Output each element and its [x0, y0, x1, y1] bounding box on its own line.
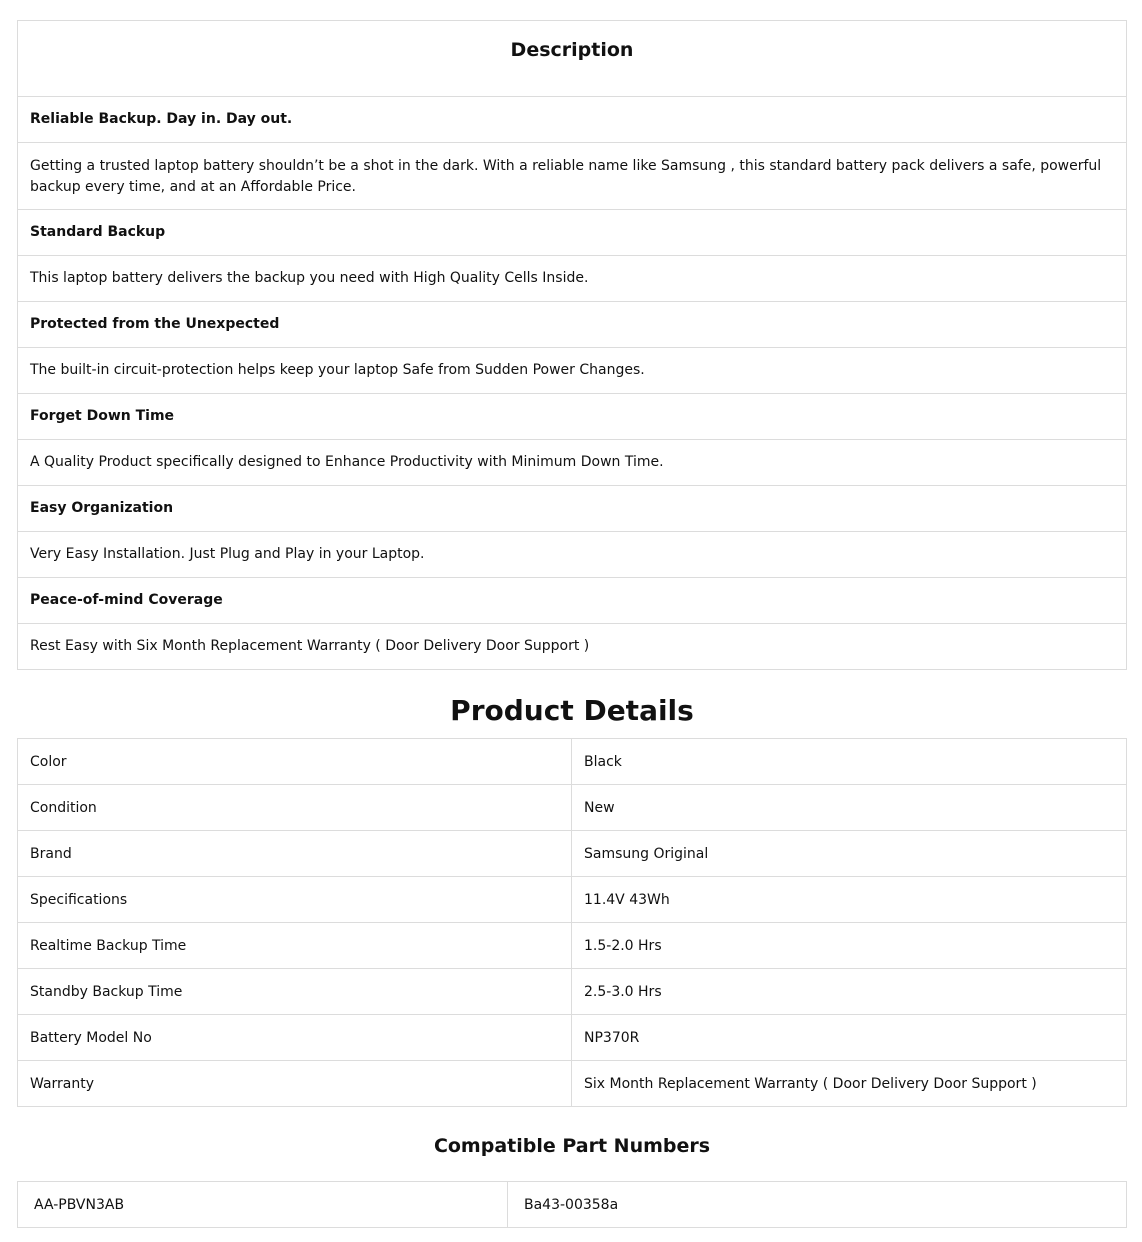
- table-row: [18, 923, 1127, 969]
- detail-value: Black: [572, 739, 1127, 785]
- detail-key: Specifications: [18, 877, 572, 923]
- feature-text-easy-organization: Very Easy Installation. Just Plug and Play in your Laptop.: [18, 532, 1127, 578]
- detail-value: 11.4V 43Wh: [572, 877, 1127, 923]
- table-row: [18, 877, 1127, 923]
- detail-key: Standby Backup Time: [18, 969, 572, 1015]
- detail-key: Brand: [18, 831, 572, 877]
- feature-text-down-time: A Quality Product specifically designed to Enhance Productivity with Minimum Down Time.: [18, 440, 1127, 486]
- detail-value: 2.5-3.0 Hrs: [572, 969, 1127, 1015]
- feature-heading-standard-backup: Standard Backup: [18, 210, 1127, 256]
- detail-value: Samsung Original: [572, 831, 1127, 877]
- part-number: AA-PBVN3AB: [18, 1182, 508, 1228]
- table-row: [18, 739, 1127, 785]
- table-row: [18, 831, 1127, 877]
- description-title: Description: [18, 21, 1127, 97]
- feature-heading-coverage: Peace-of-mind Coverage: [18, 578, 1127, 624]
- feature-heading-protected: Protected from the Unexpected: [18, 302, 1127, 348]
- table-row: [18, 1015, 1127, 1061]
- detail-key: Warranty: [18, 1061, 572, 1107]
- detail-value: 1.5-2.0 Hrs: [572, 923, 1127, 969]
- product-details-table: [17, 738, 1127, 1107]
- part-number: Ba43-00358a: [508, 1182, 1127, 1228]
- feature-heading-reliable-backup: Reliable Backup. Day in. Day out.: [18, 97, 1127, 143]
- compatible-parts-table: [17, 1181, 1127, 1228]
- product-page: [17, 20, 1127, 1228]
- detail-value: New: [572, 785, 1127, 831]
- feature-text-coverage: Rest Easy with Six Month Replacement Warranty ( Door Delivery Door Support ): [18, 624, 1127, 670]
- feature-heading-easy-organization: Easy Organization: [18, 486, 1127, 532]
- table-row: [18, 785, 1127, 831]
- feature-heading-down-time: Forget Down Time: [18, 394, 1127, 440]
- detail-value: Six Month Replacement Warranty ( Door Delivery Door Support ): [572, 1061, 1127, 1107]
- product-details-title: Product Details: [450, 694, 694, 727]
- detail-key: Battery Model No: [18, 1015, 572, 1061]
- compatible-parts-title: Compatible Part Numbers: [433, 1135, 711, 1157]
- detail-value: NP370R: [572, 1015, 1127, 1061]
- detail-key: Color: [18, 739, 572, 785]
- detail-key: Realtime Backup Time: [18, 923, 572, 969]
- detail-key: Condition: [18, 785, 572, 831]
- table-row: [18, 1182, 1127, 1228]
- feature-text-reliable-backup: Getting a trusted laptop battery shouldn’t be a shot in the dark. With a reliable name like Samsung , this standard battery pack delivers a safe, powerful backup every time, and at an Affordable Price.: [18, 143, 1127, 210]
- table-row: [18, 969, 1127, 1015]
- description-table: [17, 20, 1127, 670]
- table-row: [18, 1061, 1127, 1107]
- feature-text-protected: The built-in circuit-protection helps keep your laptop Safe from Sudden Power Changes.: [18, 348, 1127, 394]
- feature-text-standard-backup: This laptop battery delivers the backup you need with High Quality Cells Inside.: [18, 256, 1127, 302]
